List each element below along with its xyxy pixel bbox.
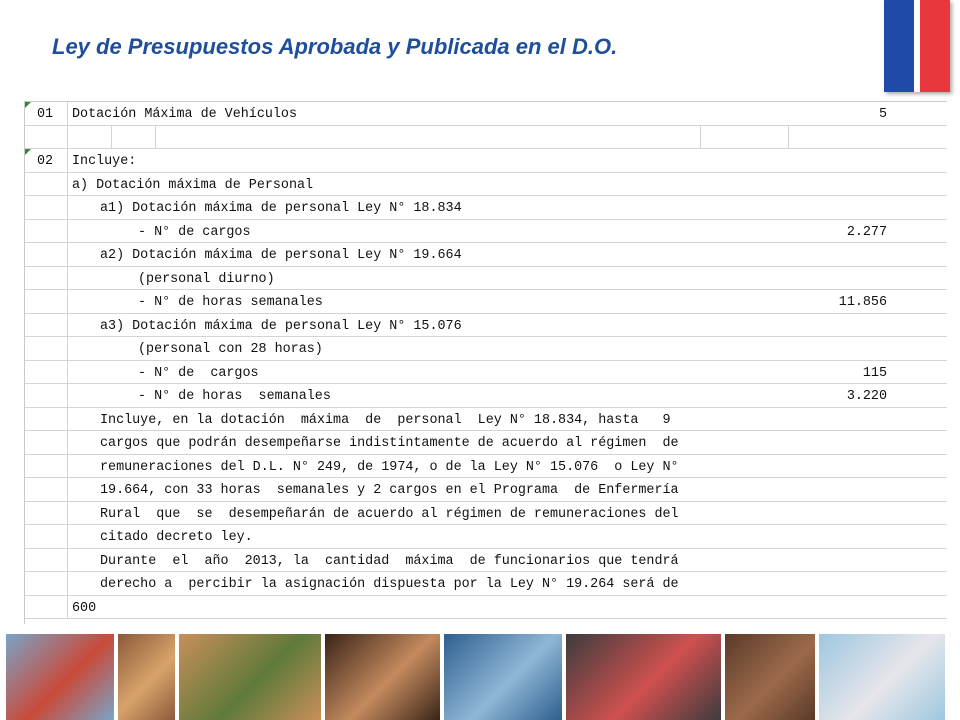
row-value: 115	[862, 365, 887, 381]
photo-strip	[6, 634, 954, 720]
table-row	[25, 596, 947, 620]
row-text: derecho a percibir la asignación dispuesta por la Ley N° 19.264 será de	[100, 577, 679, 592]
row-text: Dotación Máxima de Vehículos	[72, 107, 297, 122]
row-value: 5	[878, 107, 887, 122]
table-row	[25, 290, 947, 314]
row-code: 01	[37, 107, 54, 122]
table-row	[25, 102, 947, 126]
table-row	[25, 196, 947, 220]
table-row	[25, 126, 947, 150]
table-row	[25, 525, 947, 549]
row-text: a) Dotación máxima de Personal	[72, 177, 314, 193]
table-row	[25, 384, 947, 408]
table-row	[25, 149, 947, 173]
table-row	[25, 572, 947, 596]
row-text: Incluye:	[72, 154, 137, 169]
row-text: cargos que podrán desempeñarse indistintamente de acuerdo al régimen de	[100, 436, 679, 451]
row-text: 600	[72, 600, 97, 616]
table-row	[25, 173, 947, 197]
nurse-vaccine-photo	[819, 634, 945, 720]
table-row	[25, 337, 947, 361]
table-row	[25, 267, 947, 291]
row-text: (personal diurno)	[138, 271, 275, 287]
row-text: remuneraciones del D.L. N° 249, de 1974, o de la Ley N° 15.076 o Ley N°	[100, 459, 679, 475]
row-text: - N° de horas semanales	[138, 295, 323, 310]
row-text: (personal con 28 horas)	[138, 342, 323, 357]
table-row	[25, 243, 947, 267]
table-row	[25, 314, 947, 338]
row-value: 2.277	[846, 224, 887, 240]
elderly-woman-photo	[118, 634, 175, 720]
table-row	[25, 220, 947, 244]
row-value: 11.856	[838, 295, 887, 310]
comment-marker-icon	[25, 149, 31, 155]
row-text: a1) Dotación máxima de personal Ley N° 18.834	[100, 201, 462, 216]
mother-children-photo	[179, 634, 321, 720]
table-row	[25, 478, 947, 502]
row-text: Incluye, en la dotación máxima de personal Ley N° 18.834, hasta 9	[100, 412, 671, 428]
row-text: a3) Dotación máxima de personal Ley N° 15.076	[100, 318, 462, 334]
row-code: 02	[37, 154, 54, 169]
row-value: 3.220	[846, 389, 887, 404]
table-row	[25, 455, 947, 479]
baby-photo	[325, 634, 440, 720]
table-row	[25, 549, 947, 573]
page-title: Ley de Presupuestos Aprobada y Publicada en el D.O.	[52, 34, 618, 59]
row-text: - N° de horas semanales	[138, 389, 331, 404]
row-text: a2) Dotación máxima de personal Ley N° 19.664	[100, 248, 462, 263]
row-text: citado decreto ley.	[100, 530, 253, 545]
clinic-photo	[6, 634, 114, 720]
table-row	[25, 431, 947, 455]
table-row	[25, 408, 947, 432]
child-hat-photo	[725, 634, 815, 720]
row-text: - N° de cargos	[138, 365, 259, 381]
row-text: - N° de cargos	[138, 224, 251, 240]
budget-spreadsheet	[24, 101, 947, 624]
chile-flag-icon	[884, 0, 950, 92]
dentist-photo	[444, 634, 562, 720]
row-text: Durante el año 2013, la cantidad máxima de funcionarios que tendrá	[100, 553, 679, 569]
row-text: 19.664, con 33 horas semanales y 2 cargos en el Programa de Enfermería	[100, 483, 679, 498]
table-row	[25, 361, 947, 385]
parade-photo	[566, 634, 721, 720]
table-row	[25, 502, 947, 526]
row-text: Rural que se desempeñarán de acuerdo al régimen de remuneraciones del	[100, 506, 679, 522]
comment-marker-icon	[25, 102, 31, 108]
